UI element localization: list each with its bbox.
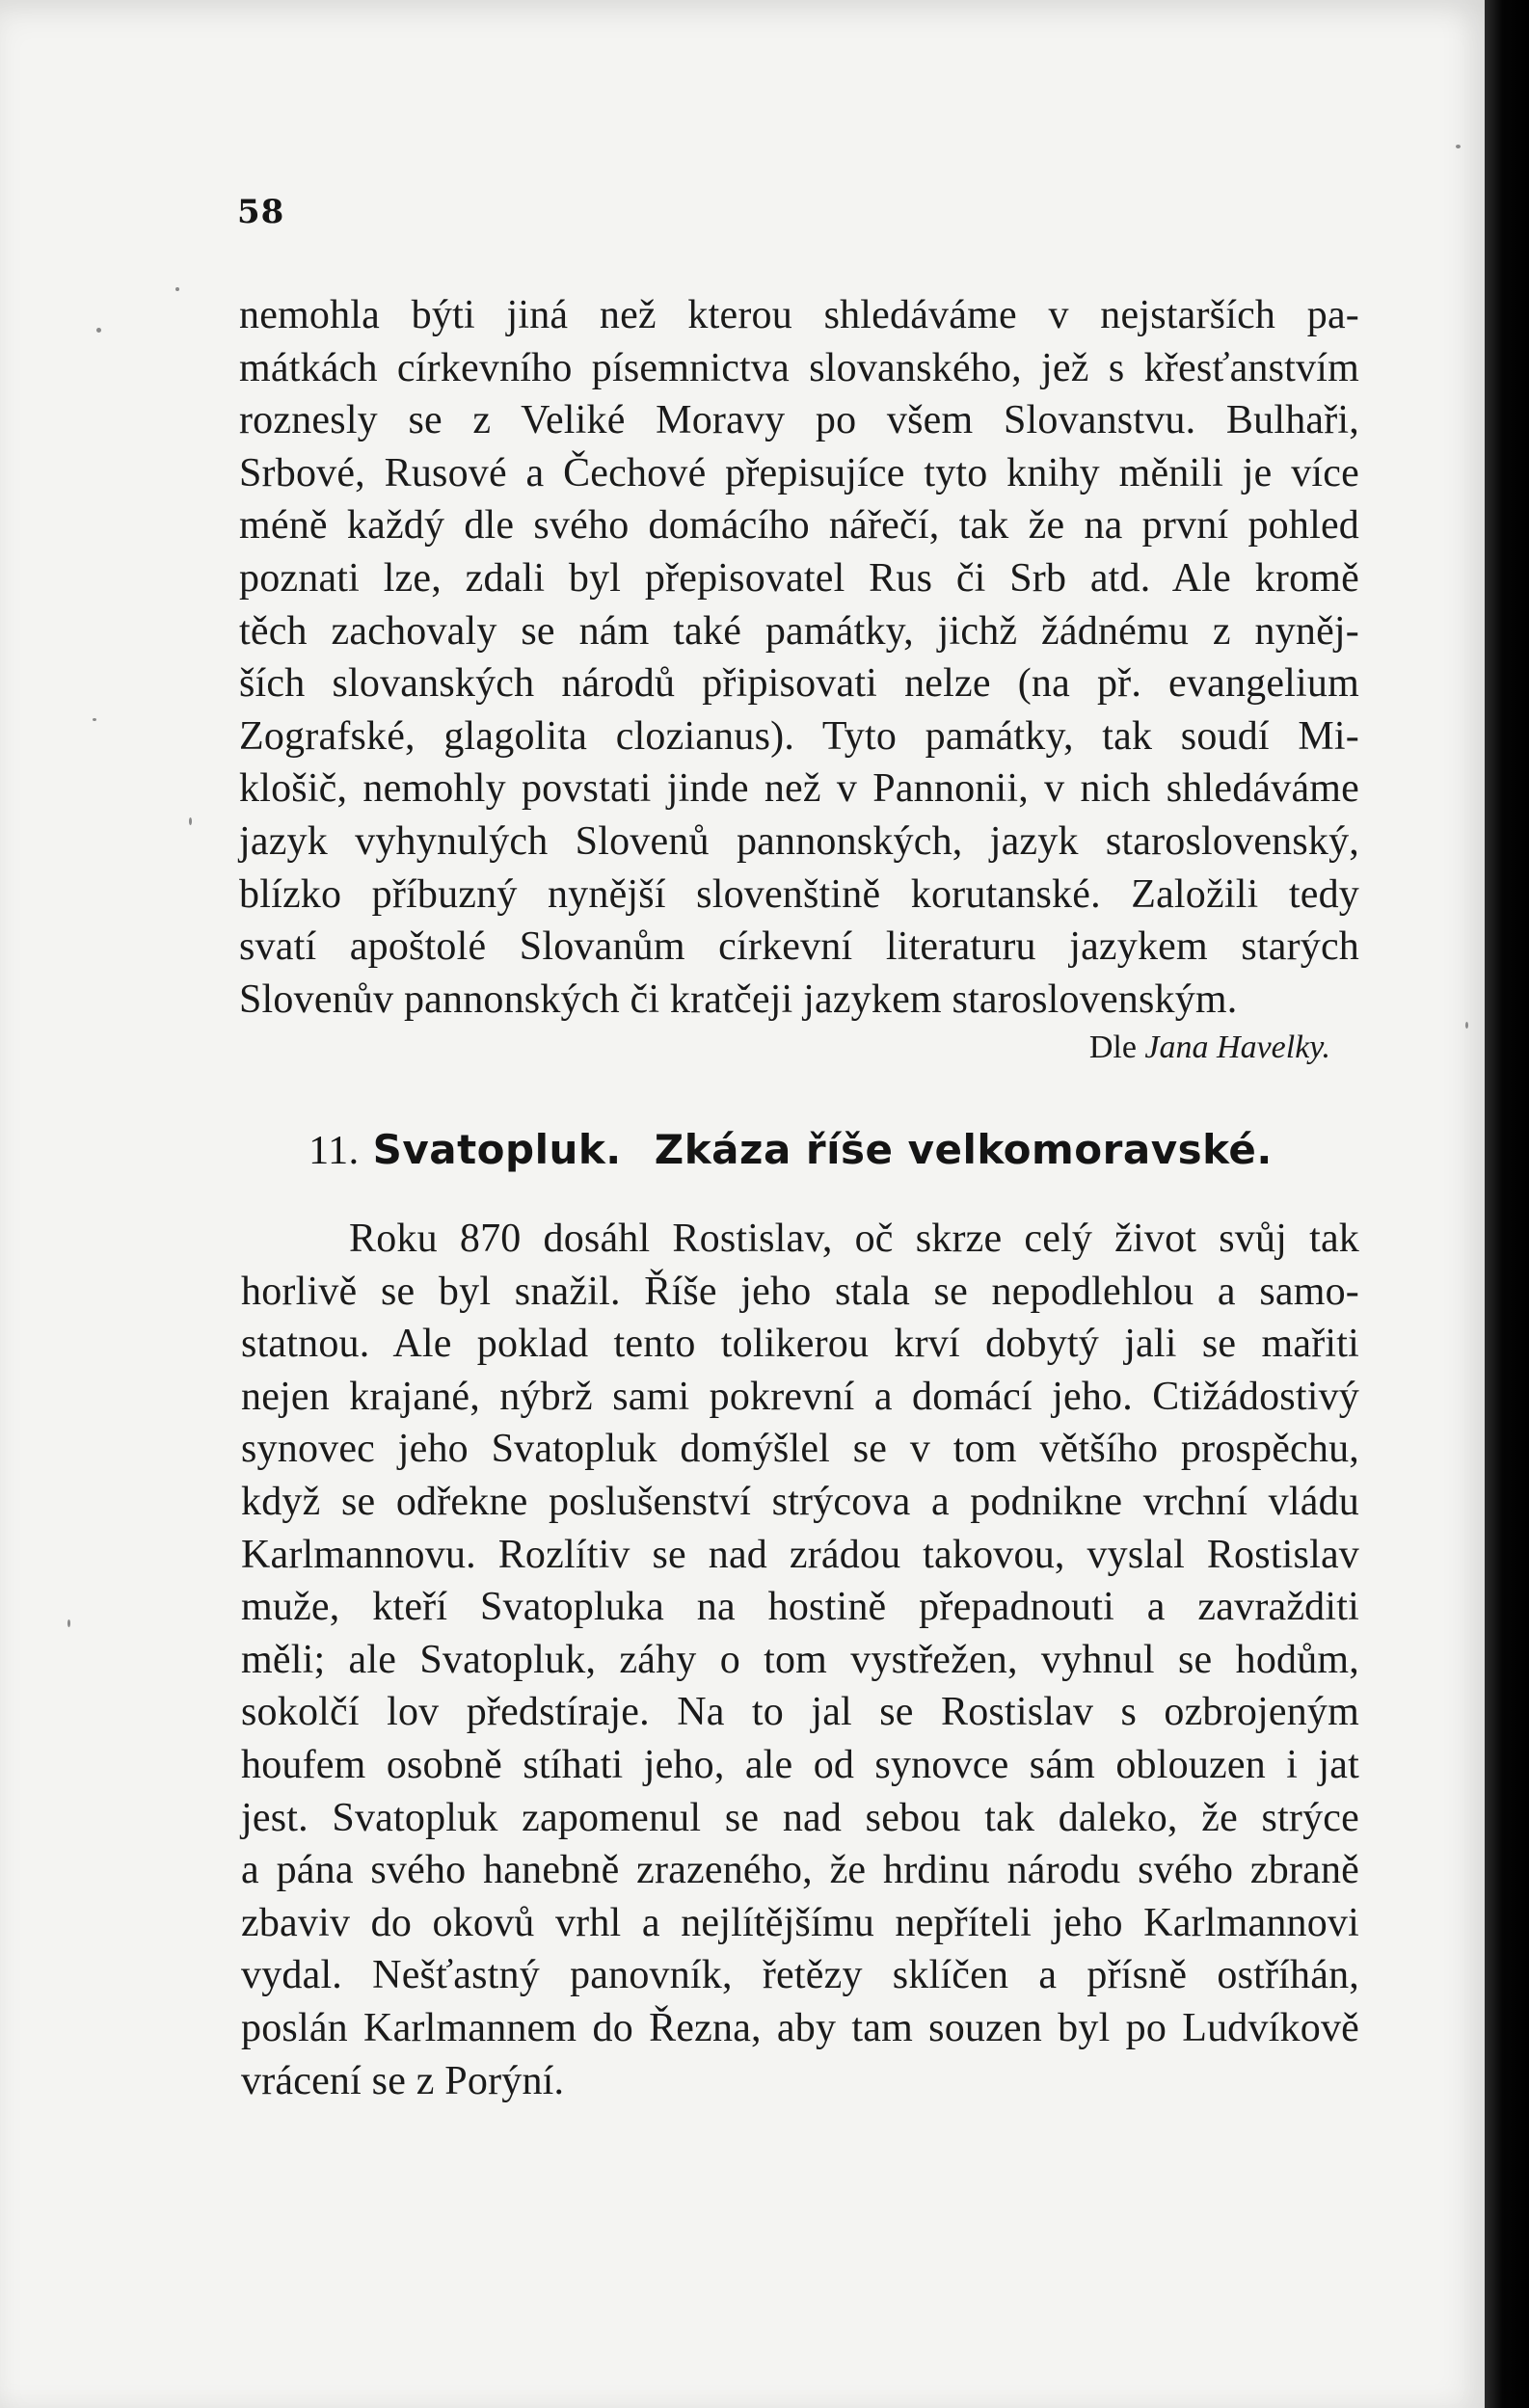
- print-speck: [1465, 1022, 1468, 1029]
- text-line: poslán Karlmannem do Řezna, aby tam souzen byl po Ludvíkově: [241, 2005, 1359, 2050]
- text-line: sokolčí lov předstíraje. Na to jal se Rostislav s ozbrojeným: [241, 1690, 1359, 1735]
- text-line: vrácení se z Porýní.: [241, 2058, 565, 2103]
- text-line: jazyk vyhynulých Slovenů pannonských, jazyk staroslovenský,: [239, 818, 1359, 864]
- page-number: 58: [237, 193, 285, 231]
- text-line: zbaviv do okovů vrhl a nejlítějšímu nepříteli jeho Karlmannovi: [241, 1900, 1359, 1945]
- text-line: synovec jeho Svatopluk domýšlel se v tom většího prospěchu,: [241, 1427, 1359, 1472]
- text-line: Roku 870 dosáhl Rostislav, oč skrze celý život svůj tak: [349, 1217, 1359, 1261]
- text-line: a pána svého hanebně zrazeného, že hrdinu národu svého zbraně: [241, 1848, 1359, 1893]
- scan-edge: [1485, 0, 1529, 2408]
- text-line: svatí apoštolé Slovanům církevní literaturu jazykem starých: [239, 924, 1359, 970]
- text-line: když se odřekne poslušenství strýcova a podnikne vrchní vládu: [241, 1479, 1359, 1524]
- text-line: vydal. Nešťastný panovník, řetězy sklíčen a přísně ostříhán,: [241, 1953, 1359, 1998]
- text-line: horlivě se byl snažil. Říše jeho stala se nepodlehlou a samo-: [241, 1269, 1359, 1314]
- text-line: mátkách církevního písemnictva slovanského, jež s křesťanstvím: [239, 345, 1359, 390]
- text-line: roznesly se z Veliké Moravy po všem Slovanstvu. Bulhaři,: [239, 398, 1359, 443]
- text-line: muže, kteří Svatopluka na hostině přepadnouti a zavražditi: [241, 1585, 1359, 1630]
- text-line: nemohla býti jiná než kterou shledáváme v nejstarších pa-: [239, 293, 1359, 337]
- print-speck: [67, 1619, 70, 1627]
- attribution: [239, 1026, 1359, 1070]
- print-speck: [93, 718, 96, 721]
- heading-title-part2: Zkáza říše velkomoravské.: [654, 1126, 1273, 1173]
- text-line: nejen krajané, nýbrž sami pokrevní a domácí jeho. Ctižádostivý: [241, 1374, 1359, 1419]
- text-line: měli; ale Svatopluk, záhy o tom vystřežen, vyhnul se hodům,: [241, 1637, 1359, 1682]
- text-line: těch zachovaly se nám také památky, jichž žádnému z nyněj-: [239, 608, 1359, 654]
- text-line: Slovenův pannonských či kratčeji jazykem staroslovenským.: [239, 977, 1238, 1022]
- print-speck: [1456, 145, 1461, 148]
- text-line: blízko příbuzný nynější slovenštině korutanské. Založili tedy: [239, 871, 1359, 917]
- heading-number: 11.: [308, 1129, 360, 1173]
- text-line: Zografské, glagolita clozianus). Tyto památky, tak soudí Mi-: [239, 713, 1359, 759]
- text-line: poznati lze, zdali byl přepisovatel Rus či Srb atd. Ale kromě: [239, 555, 1359, 601]
- section-two-text: [241, 1213, 1359, 2107]
- heading-title-part1: Svatopluk.: [372, 1126, 622, 1173]
- attribution-prefix: Dle: [1088, 1030, 1137, 1066]
- section-heading: [241, 1126, 1340, 1174]
- text-line: Karlmannovu. Rozlítiv se nad zrádou takovou, vyslal Rostislav: [241, 1532, 1359, 1577]
- text-line: méně každý dle svého domácího nářečí, tak že na první pohled: [239, 503, 1359, 548]
- text-line: ších slovanských národů připisovati nelze (na př. evangelium: [239, 661, 1359, 707]
- print-speck: [189, 817, 192, 825]
- text-line: statnou. Ale poklad tento tolikerou krví dobytý jali se mařiti: [241, 1322, 1359, 1367]
- text-line: Srbové, Rusové a Čechové přepisujíce tyto knihy měnili je více: [239, 450, 1359, 495]
- attribution-author: Jana Havelky.: [1144, 1030, 1330, 1066]
- text-line: jest. Svatopluk zapomenul se nad sebou tak daleko, že strýce: [241, 1795, 1359, 1840]
- text-line: klošič, nemohly povstati jinde než v Pannonii, v nich shledáváme: [239, 766, 1359, 812]
- section-one-text: [239, 289, 1359, 1070]
- print-speck: [96, 328, 101, 333]
- text-line: houfem osobně stíhati jeho, ale od synovce sám oblouzen i jat: [241, 1742, 1359, 1787]
- print-speck: [175, 287, 179, 291]
